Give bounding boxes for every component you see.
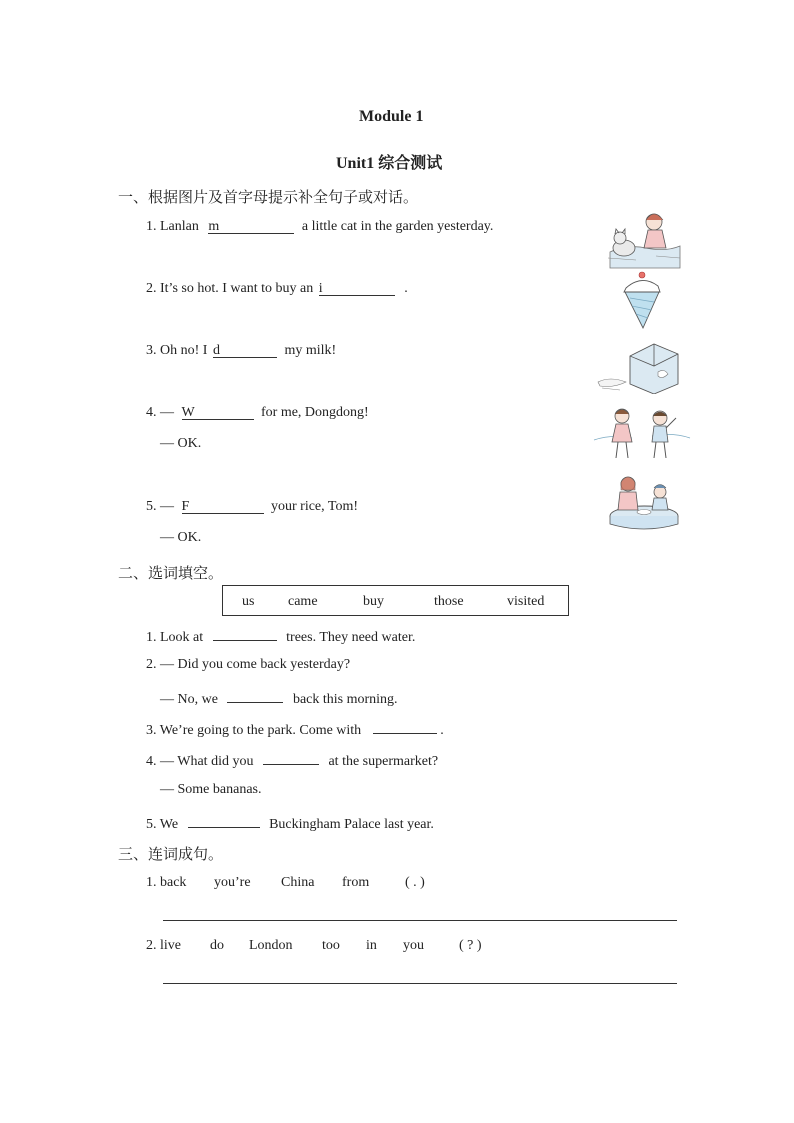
s2-q4-reply: — Some bananas. <box>160 782 262 797</box>
module-title: Module 1 <box>359 108 424 125</box>
scrambled-word: in <box>366 938 377 953</box>
question-text: Lanlan <box>160 219 199 234</box>
hint-letter: i <box>318 281 323 296</box>
s2-question-3 <box>146 719 444 739</box>
question-text: We’re going to the park. Come with <box>159 723 362 738</box>
answer-blank[interactable] <box>182 499 264 514</box>
hint-letter: F <box>181 499 190 514</box>
question-text: We <box>159 817 179 832</box>
s1-question-1 <box>146 219 493 235</box>
hint-letter: m <box>208 219 220 234</box>
s1-question-3 <box>146 343 336 359</box>
children-waving-illustration <box>592 404 692 464</box>
scrambled-word: live <box>160 938 181 953</box>
word-bank-word: buy <box>363 594 384 609</box>
word-bank-box <box>222 585 569 616</box>
s1-question-2 <box>146 281 408 297</box>
s1-q4-reply: — OK. <box>160 436 202 451</box>
question-number: 4. <box>146 754 157 769</box>
question-text: at the supermarket? <box>328 754 439 769</box>
s1-question-4 <box>146 405 369 421</box>
answer-blank[interactable] <box>213 626 277 641</box>
question-text: Oh no! I <box>160 343 208 358</box>
section2-heading: 二、选词填空。 <box>118 564 224 582</box>
s2-question-5 <box>146 813 434 833</box>
question-text: Look at <box>160 630 204 645</box>
question-number: 4. — <box>146 405 174 420</box>
question-number: 1. <box>146 630 157 645</box>
scrambled-word: China <box>281 875 315 890</box>
girl-with-cat-illustration <box>606 208 682 272</box>
punctuation-hint: ( ? ) <box>459 938 482 953</box>
question-text: for me, Dongdong! <box>261 405 369 420</box>
s3-question-1: 1. <box>146 875 157 890</box>
answer-blank[interactable] <box>263 750 319 765</box>
word-bank-word: those <box>434 594 464 609</box>
section1-heading: 一、根据图片及首字母提示补全句子或对话。 <box>118 188 419 206</box>
answer-blank[interactable] <box>319 281 395 296</box>
answer-line[interactable] <box>163 983 677 984</box>
question-text: It’s so hot. I want to buy an <box>160 281 314 296</box>
answer-blank[interactable] <box>213 343 277 358</box>
family-eating-illustration <box>606 472 682 530</box>
scrambled-word: too <box>322 938 340 953</box>
question-text: Buckingham Palace last year. <box>269 817 434 832</box>
question-text: . <box>404 281 408 296</box>
s3-question-2: 2. <box>146 938 157 953</box>
question-text: . <box>440 723 444 738</box>
question-text: — Did you come back yesterday? <box>160 657 351 672</box>
s2-question-2 <box>146 657 350 673</box>
question-text: a little cat in the garden yesterday. <box>301 219 494 234</box>
scrambled-word: you <box>403 938 424 953</box>
question-number: 5. — <box>146 499 174 514</box>
s2-question-1 <box>146 626 415 646</box>
answer-line[interactable] <box>163 920 677 921</box>
hint-letter: W <box>181 405 195 420</box>
word-bank-word: visited <box>507 594 545 609</box>
section3-heading: 三、连词成句。 <box>118 845 224 863</box>
scrambled-word: back <box>160 875 187 890</box>
question-text: — What did you <box>160 754 254 769</box>
scrambled-word: London <box>249 938 293 953</box>
answer-blank[interactable] <box>182 405 254 420</box>
question-text: trees. They need water. <box>286 630 416 645</box>
word-bank-word: us <box>242 594 255 609</box>
question-number: 3. <box>146 343 157 358</box>
scrambled-word: from <box>342 875 370 890</box>
question-number: 1. <box>146 219 157 234</box>
answer-blank[interactable] <box>188 813 260 828</box>
answer-blank[interactable] <box>227 688 283 703</box>
question-number: 5. <box>146 817 157 832</box>
scrambled-word: do <box>210 938 224 953</box>
unit-title: Unit1 综合测试 <box>336 155 443 172</box>
question-text: — No, we <box>160 692 218 707</box>
s2-q2-reply <box>160 688 398 708</box>
question-text: my milk! <box>284 343 337 358</box>
scrambled-word: you’re <box>214 875 251 890</box>
punctuation-hint: ( . ) <box>405 875 425 890</box>
question-number: 3. <box>146 723 157 738</box>
answer-blank[interactable] <box>373 719 437 734</box>
spilt-milk-carton-illustration <box>596 338 682 394</box>
s1-question-5 <box>146 499 358 515</box>
question-number: 2. <box>146 657 157 672</box>
s1-q5-reply: — OK. <box>160 530 202 545</box>
question-number: 2. <box>146 281 157 296</box>
s2-question-4 <box>146 750 438 770</box>
word-bank-word: came <box>288 594 318 609</box>
question-text: back this morning. <box>292 692 398 707</box>
hint-letter: d <box>212 343 220 358</box>
answer-blank[interactable] <box>208 219 294 234</box>
ice-cream-illustration <box>622 268 662 330</box>
question-text: your rice, Tom! <box>271 499 359 514</box>
